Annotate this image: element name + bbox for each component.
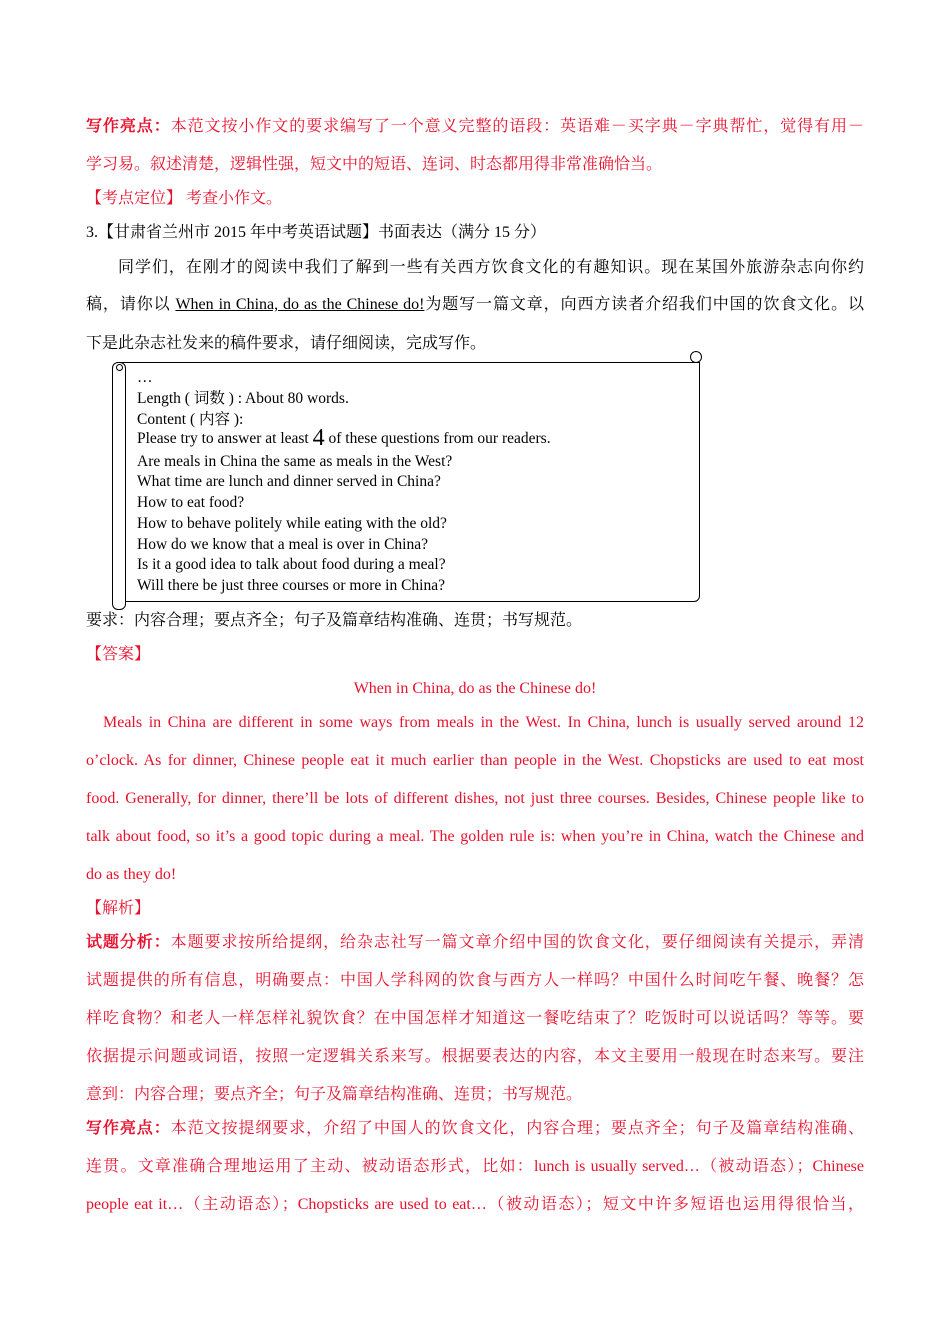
analysis-line-5: 意到：内容合理；要点齐全；句子及篇章结构准确、连贯；书写规范。 xyxy=(86,1086,583,1103)
essay-title: When in China, do as the Chinese do! xyxy=(175,296,425,313)
analysis-label: 【解析】 xyxy=(86,900,151,917)
fenxi-label: 试题分析： xyxy=(86,934,171,951)
answer-title: When in China, do as the Chinese do! xyxy=(353,680,597,697)
highlight-paragraph-1-line-2: 学习易。叙述清楚，逻辑性强，短文中的短语、连词、时态都用得非常准确恰当。 xyxy=(86,156,663,173)
answer-line: o’clock. As for dinner, Chinese people eat it much earlier than people in the West. Chopsticks are used to eat most xyxy=(86,752,864,769)
answer-line: do as they do! xyxy=(86,866,177,883)
analysis-line-1: 试题分析：本题要求按所给提纲，给杂志社写一篇文章介绍中国的饮食文化，要仔细阅读有关提示，弄清 xyxy=(86,934,864,951)
highlight-text: 本范文按小作文的要求编写了一个意义完整的语段：英语难－买字典－字典帮忙，觉得有用－ xyxy=(170,118,864,135)
box-question: How do we know that a meal is over in China? xyxy=(137,536,428,553)
highlight-label: 写作亮点： xyxy=(86,118,171,135)
analysis-line-3: 样吃食物？和老人一样怎样礼貌饮食？在中国怎样才知道这一餐吃结束了？吃饭时可以说话吗？等等。要 xyxy=(86,1010,864,1027)
kaodian-label: 【考点定位】 xyxy=(86,190,183,207)
analysis-highlight-line-1: 写作亮点：本范文按提纲要求，介绍了中国人的饮食文化，内容合理；要点齐全；句子及篇章结构准确、 xyxy=(86,1120,864,1137)
analysis-line-2: 试题提供的所有信息，明确要点：中国人学科网的饮食与西方人一样吗？中国什么时间吃午餐、晚餐？怎 xyxy=(86,972,864,989)
kaodian-line xyxy=(86,189,282,209)
answer-label: 【答案】 xyxy=(86,646,151,663)
question-intro-line-1: 同学们，在刚才的阅读中我们了解到一些有关西方饮食文化的有趣知识。现在某国外旅游杂志向你约 xyxy=(118,259,864,276)
box-please: Please try to answer at least 4 of these questions from our readers. xyxy=(137,425,551,451)
question-header xyxy=(86,223,546,243)
question-count: 4 xyxy=(312,425,325,451)
answer-line: Meals in China are different in some ways from meals in the West. In China, lunch is usually served around 12 xyxy=(103,714,864,731)
requirement-text: 要求：内容合理；要点齐全；句子及篇章结构准确、连贯；书写规范。 xyxy=(86,612,583,629)
kaodian-text: 考查小作文。 xyxy=(186,190,283,207)
scroll-left-roll xyxy=(112,362,126,610)
scroll-curl-small-icon xyxy=(116,364,123,371)
highlight-label-2: 写作亮点： xyxy=(86,1120,171,1137)
question-intro-line-3: 下是此杂志社发来的稿件要求，请仔细阅读，完成写作。 xyxy=(86,335,487,352)
box-question: Are meals in China the same as meals in the West? xyxy=(137,453,453,470)
question-number: 3. xyxy=(86,224,98,241)
scroll-curl-icon xyxy=(690,351,702,363)
box-content: Content ( 内容 ): xyxy=(137,411,244,428)
answer-line: talk about food, so it’s a good topic during a meal. The golden rule is: when you’re in China, watch the Chinese and xyxy=(86,828,864,845)
box-ellipsis: … xyxy=(137,369,153,386)
answer-line: food. Generally, for dinner, there’ll be lots of different dishes, not just three courses. Besides, Chinese people like to xyxy=(86,790,864,807)
box-question: How to behave politely while eating with the old? xyxy=(137,515,447,532)
analysis-highlight-line-2: 连贯。文章准确合理地运用了主动、被动语态形式，比如：lunch is usually served…（被动语态）；Chinese xyxy=(86,1158,864,1175)
box-question: How to eat food? xyxy=(137,494,245,511)
box-question: Will there be just three courses or more in China? xyxy=(137,577,445,594)
highlight-paragraph-1 xyxy=(86,117,864,137)
box-question: Is it a good idea to talk about food during a meal? xyxy=(137,556,446,573)
box-length: Length ( 词数 ) : About 80 words. xyxy=(137,390,349,407)
question-intro-line-2: 稿，请你以 When in China, do as the Chinese do!为题写一篇文章，向西方读者介绍我们中国的饮食文化。以 xyxy=(86,296,864,313)
analysis-highlight-line-3: people eat it…（主动语态）；Chopsticks are used to eat…（被动语态）；短文中许多短语也运用得很恰当， xyxy=(86,1196,864,1213)
box-question: What time are lunch and dinner served in China? xyxy=(137,473,441,490)
analysis-line-4: 依据提示问题或词语，按照一定逻辑关系来写。根据要表达的内容，本文主要用一般现在时态来写。要注 xyxy=(86,1048,864,1065)
question-source: 【甘肃省兰州市 2015 年中考英语试题】书面表达（满分 15 分） xyxy=(98,224,547,241)
